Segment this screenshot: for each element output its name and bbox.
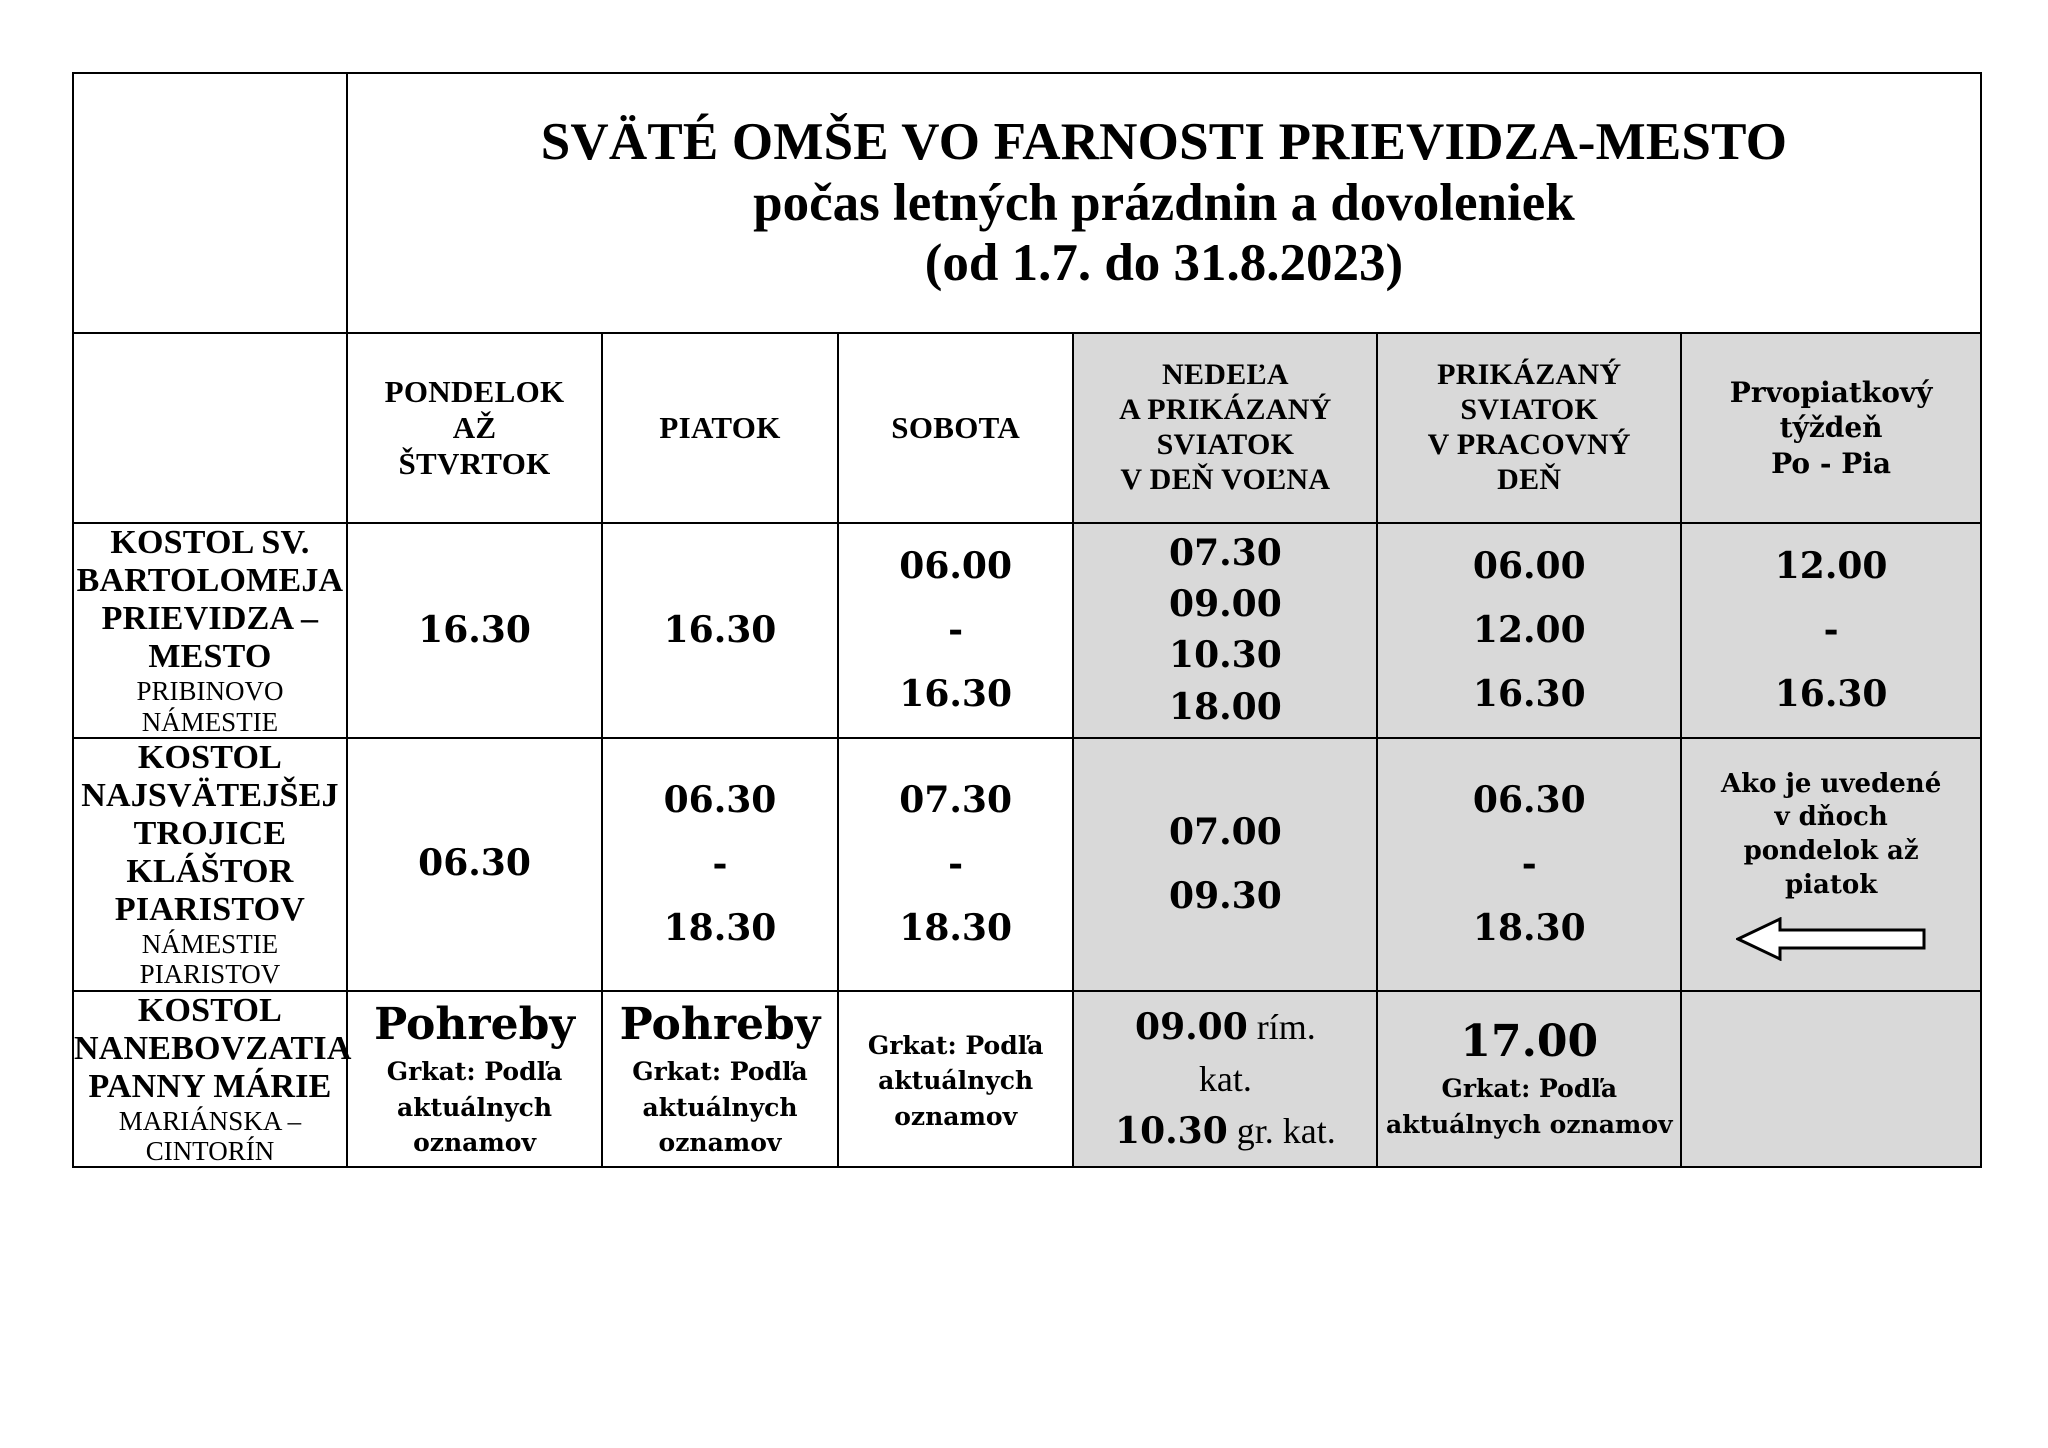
time-range-dash: -	[1823, 609, 1839, 652]
time-value: 06.30	[1472, 779, 1586, 822]
cell-panny-marie-first-friday-week	[1681, 991, 1981, 1168]
header-line: SVIATOK	[1156, 428, 1295, 461]
table-row	[73, 991, 1981, 1168]
header-line: PRIKÁZANÝ	[1437, 358, 1622, 392]
church-name-line: PRIEVIDZA –	[101, 600, 319, 638]
note-line: Ako je uvedené	[1720, 768, 1942, 799]
church-name-line: KLÁŠTOR	[126, 853, 294, 891]
cell-bartolomej-sunday	[1073, 523, 1377, 738]
rite-label: kat.	[1198, 1058, 1252, 1099]
title-line-2: počas letných prázdnin a dovoleniek	[753, 173, 1575, 232]
church-address: NÁMESTIE PIARISTOV	[139, 929, 281, 990]
cell-panny-marie-saturday	[838, 991, 1074, 1168]
church-name-line: BARTOLOMEJA	[76, 562, 344, 600]
funeral-label: Pohreby	[374, 999, 575, 1051]
table-row	[73, 738, 1981, 991]
note-line: pondelok až	[1743, 836, 1919, 867]
header-cell-prvopiatkovy-tyzden	[1681, 333, 1981, 523]
cell-trojica-sunday	[1073, 738, 1377, 991]
cell-trojica-holyday-workday	[1377, 738, 1681, 991]
church-name-line: MESTO	[148, 638, 272, 676]
time-range-dash: -	[712, 843, 728, 886]
table-row	[73, 523, 1981, 738]
cell-trojica-saturday	[838, 738, 1074, 991]
note-line: oznamov	[658, 1128, 782, 1158]
header-line: DEŇ	[1497, 462, 1562, 496]
time-value: 18.00	[1169, 685, 1282, 728]
title-line-3: (od 1.7. do 31.8.2023)	[924, 234, 1404, 293]
header-line: PIATOK	[659, 410, 781, 446]
note-line: Grkat: Podľa	[386, 1057, 563, 1087]
church-name-line: KOSTOL SV.	[110, 524, 310, 561]
time-value: 17.00	[1460, 1016, 1599, 1068]
cell-panny-marie-holyday-workday	[1377, 991, 1681, 1168]
header-line: SVIATOK	[1460, 393, 1599, 427]
rite-label: gr. kat.	[1227, 1111, 1336, 1152]
time-value: 16.30	[663, 608, 777, 651]
church-name-cell-bartolomej	[73, 523, 347, 738]
time-value: 10.30	[1115, 1110, 1228, 1153]
cell-trojica-friday	[602, 738, 838, 991]
header-cell-blank	[73, 333, 347, 523]
note-line: piatok	[1784, 870, 1878, 900]
header-line: Prvopiatkový	[1729, 376, 1933, 410]
note-line: aktuálnych	[397, 1092, 553, 1122]
church-name-line: PIARISTOV	[114, 891, 305, 929]
mass-entry	[1074, 1105, 1376, 1157]
time-value: 09.30	[1169, 875, 1282, 918]
header-line: Po - Pia	[1771, 446, 1892, 480]
header-cell-prikazany-sviatok-v-pracovny-den	[1377, 333, 1681, 523]
cell-bartolomej-friday	[602, 523, 838, 738]
church-address: PRIBINOVO NÁMESTIE	[136, 676, 284, 737]
church-name-cell-panny-marie	[73, 991, 352, 1168]
header-cell-pondelok-az-stvrtok	[347, 333, 602, 523]
time-value: 06.30	[418, 842, 531, 885]
time-value: 07.30	[1169, 532, 1282, 575]
time-value: 18.30	[1472, 907, 1586, 950]
header-cell-nedela-a-prikazany-sviatok	[1073, 333, 1377, 523]
title-line-1: SVÄTÉ OMŠE VO FARNOSTI PRIEVIDZA-MESTO	[540, 113, 1788, 172]
title-row	[73, 73, 1981, 333]
title-blank-cell	[73, 73, 347, 333]
time-value: 16.30	[1472, 673, 1586, 716]
header-line: V DEŇ VOĽNA	[1120, 462, 1331, 496]
time-value: 09.00	[1135, 1005, 1248, 1048]
mass-schedule-table	[72, 72, 1982, 1168]
column-header-row	[73, 333, 1981, 523]
church-name-line: KOSTOL	[137, 738, 283, 776]
header-line: NEDEĽA	[1162, 358, 1289, 392]
time-value: 12.00	[1774, 545, 1888, 588]
church-name-cell-trojica	[73, 738, 347, 991]
church-address: MARIÁNSKA –	[118, 1105, 302, 1136]
note-line: oznamov	[894, 1101, 1018, 1131]
time-value: 06.00	[899, 545, 1013, 588]
church-address: CINTORÍN	[145, 1136, 275, 1167]
time-value: 07.30	[899, 779, 1013, 822]
time-value: 09.00	[1169, 583, 1282, 626]
time-value: 18.30	[899, 907, 1013, 950]
header-line: AŽ	[452, 410, 497, 446]
note-line: oznamov	[413, 1128, 536, 1158]
church-name-line: NANEBOVZATIA	[74, 1029, 352, 1067]
time-value: 16.30	[1774, 673, 1888, 716]
church-name-line: TROJICE	[133, 814, 287, 852]
header-line: ŠTVRTOK	[398, 445, 551, 481]
header-line: týždeň	[1779, 411, 1883, 445]
time-range-dash: -	[1521, 843, 1537, 886]
cell-panny-marie-friday	[602, 991, 838, 1168]
note-line: Grkat: Podľa	[867, 1030, 1044, 1060]
mass-entry	[1074, 1001, 1376, 1053]
cell-bartolomej-first-friday-week	[1681, 523, 1981, 738]
time-value: 10.30	[1169, 634, 1282, 677]
church-name-line: PANNY MÁRIE	[88, 1067, 332, 1105]
mass-entry	[1074, 1053, 1376, 1105]
time-value: 06.30	[663, 779, 777, 822]
time-value: 16.30	[899, 673, 1013, 716]
cell-panny-marie-mon-thu	[347, 991, 602, 1168]
cell-trojica-mon-thu	[347, 738, 602, 991]
header-cell-sobota	[838, 333, 1074, 523]
header-line: PONDELOK	[384, 374, 565, 410]
header-line: SOBOTA	[891, 410, 1021, 446]
church-name-line: NAJSVÄTEJŠEJ	[81, 776, 339, 814]
cell-bartolomej-mon-thu	[347, 523, 602, 738]
time-value: 16.30	[418, 608, 531, 651]
note-line: v dňoch	[1774, 802, 1888, 833]
note-line: aktuálnych oznamov	[1385, 1110, 1673, 1140]
time-range-dash: -	[948, 843, 964, 886]
note-line: aktuálnych	[642, 1092, 798, 1122]
header-line: A PRIKÁZANÝ	[1119, 393, 1332, 427]
time-value: 07.00	[1169, 811, 1282, 854]
funeral-label: Pohreby	[619, 999, 821, 1051]
cell-bartolomej-saturday	[838, 523, 1074, 738]
note-line: aktuálnych	[878, 1066, 1034, 1096]
left-arrow-icon	[1682, 917, 1980, 961]
rite-label: rím.	[1247, 1006, 1316, 1047]
poster-title	[347, 73, 1981, 333]
time-range-dash: -	[948, 609, 964, 652]
header-cell-piatok	[602, 333, 838, 523]
note-line: Grkat: Podľa	[1441, 1073, 1618, 1103]
cell-trojica-first-friday-week	[1681, 738, 1981, 991]
cell-bartolomej-holyday-workday	[1377, 523, 1681, 738]
time-value: 12.00	[1472, 609, 1586, 652]
church-name-line: KOSTOL	[137, 991, 283, 1029]
note-line: Grkat: Podľa	[632, 1057, 808, 1087]
time-value: 18.30	[663, 907, 777, 950]
header-line: V PRACOVNÝ	[1427, 428, 1631, 461]
time-value: 06.00	[1472, 545, 1586, 588]
cell-panny-marie-sunday	[1073, 991, 1377, 1168]
